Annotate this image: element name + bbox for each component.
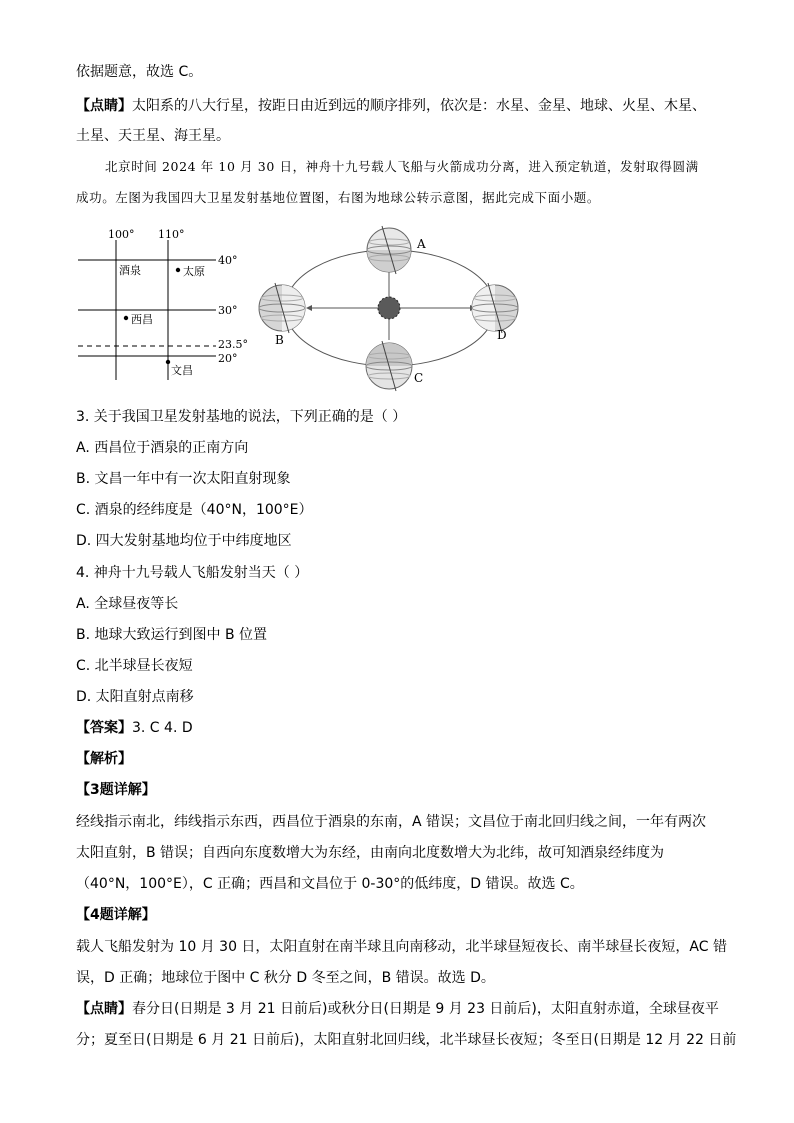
tip-tag: 【点睛】 xyxy=(76,98,132,114)
base-dot-taiyuan xyxy=(176,268,180,272)
earth-orbit-diagram xyxy=(259,226,518,391)
option-3b: B. 文昌一年中有一次太阳直射现象 xyxy=(76,471,291,487)
sun-icon xyxy=(378,297,400,319)
position-label-b: B xyxy=(275,333,284,347)
figure-svg xyxy=(70,222,530,392)
earth-icon-a xyxy=(367,226,411,274)
lat-label-tropic: 23.5° xyxy=(218,338,248,351)
lat-label-30: 30° xyxy=(218,304,238,317)
intro-line: 成功。左图为我国四大卫星发射基地位置图，右图为地球公转示意图，据此完成下面小题。 xyxy=(76,190,601,205)
base-wenchang: 文昌 xyxy=(171,364,193,377)
lat-label-40: 40° xyxy=(218,254,238,267)
base-taiyuan: 太原 xyxy=(183,265,205,278)
base-xichang: 西昌 xyxy=(131,313,153,326)
figure xyxy=(70,222,530,392)
q4-detail-heading: 【4题详解】 xyxy=(76,907,156,923)
question-4: 4. 神舟十九号载人飞船发射当天（ ） xyxy=(76,565,309,581)
explanation-line: 分；夏至日(日期是 6 月 21 日前后)，太阳直射北回归线，北半球昼长夜短；冬至日(日期是 12 月 22 日前 xyxy=(76,1032,737,1048)
lat-label-20: 20° xyxy=(218,352,238,365)
earth-icon-b xyxy=(259,283,305,333)
question-3: 3. 关于我国卫星发射基地的说法，下列正确的是（ ） xyxy=(76,409,407,425)
explanation-line: 太阳直射，B 错误；自西向东度数增大为东经，由南向北度数增大为北纬，故可知酒泉经纬度为 xyxy=(76,845,665,861)
option-4a: A. 全球昼夜等长 xyxy=(76,596,179,612)
text-line: 土星、天王星、海王星。 xyxy=(76,128,230,144)
tip-line: 【点睛】太阳系的八大行星，按距日由近到远的顺序排列，依次是：水星、金星、地球、火星、木星、 xyxy=(76,98,706,114)
earth-icon-c xyxy=(366,341,412,391)
option-3a: A. 西昌位于酒泉的正南方向 xyxy=(76,440,249,456)
base-dot-wenchang xyxy=(166,360,170,364)
answer-tag: 【答案】 xyxy=(76,720,132,736)
base-location-map xyxy=(78,228,248,380)
answer-line: 【答案】3. C 4. D xyxy=(76,720,193,736)
option-3d: D. 四大发射基地均位于中纬度地区 xyxy=(76,533,292,549)
tip-tag: 【点睛】 xyxy=(76,1001,132,1017)
explanation-line: 载人飞船发射为 10 月 30 日，太阳直射在南半球且向南移动，北半球昼短夜长、南半球昼长夜短，AC 错 xyxy=(76,939,727,955)
option-4c: C. 北半球昼长夜短 xyxy=(76,658,193,674)
lon-label-100: 100° xyxy=(108,228,135,241)
explanation-line: 经线指示南北，纬线指示东西，西昌位于酒泉的东南，A 错误；文昌位于南北回归线之间，一年有两次 xyxy=(76,814,707,830)
position-label-a: A xyxy=(417,237,426,251)
option-3c: C. 酒泉的经纬度是（40°N，100°E） xyxy=(76,502,313,518)
analysis-heading: 【解析】 xyxy=(76,751,132,767)
option-4d: D. 太阳直射点南移 xyxy=(76,689,194,705)
base-dot-xichang xyxy=(124,316,128,320)
intro-line: 北京时间 2024 年 10 月 30 日，神舟十九号载人飞船与火箭成功分离，进入预定轨道，发射取得圆满 xyxy=(105,159,699,174)
position-label-d: D xyxy=(497,328,507,342)
lon-label-110: 110° xyxy=(158,228,185,241)
explanation-line: （40°N，100°E），C 正确；西昌和文昌位于 0-30°的低纬度，D 错误。故选 C。 xyxy=(76,876,584,892)
base-jiuquan: 酒泉 xyxy=(119,264,141,277)
earth-icon-d xyxy=(472,283,518,333)
q3-detail-heading: 【3题详解】 xyxy=(76,782,156,798)
explanation-line: 误，D 正确；地球位于图中 C 秋分 D 冬至之间，B 错误。故选 D。 xyxy=(76,970,495,986)
tip-line: 【点睛】春分日(日期是 3 月 21 日前后)或秋分日(日期是 9 月 23 日前后)，太阳直射赤道，全球昼夜平 xyxy=(76,1001,719,1017)
position-label-c: C xyxy=(414,371,424,385)
option-4b: B. 地球大致运行到图中 B 位置 xyxy=(76,627,268,643)
text-line: 依据题意，故选 C。 xyxy=(76,64,203,80)
